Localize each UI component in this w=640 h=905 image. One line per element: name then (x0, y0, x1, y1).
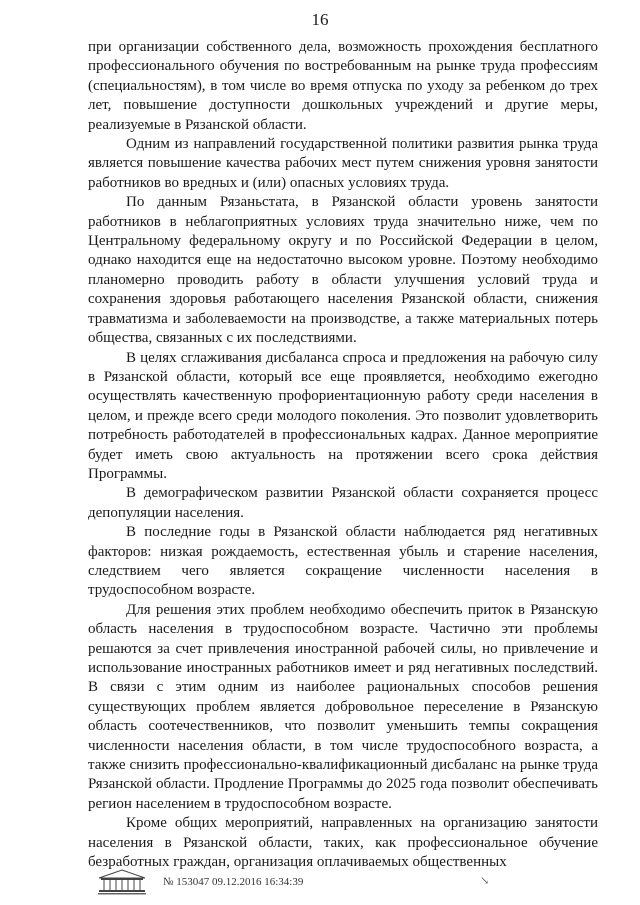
paragraph: при организации собственного дела, возможность прохождения бесплатного профессионального обучения по востребованным на рынке труда профессиям (специальностям), в том числе во время отпуска по уходу за ребенком до трех лет, повышение доступности дошкольных учреждений и другие меры, реализуемые в Рязанской области. (88, 39, 598, 133)
registration-stamp: № 153047 09.12.2016 16:34:39 (163, 876, 304, 888)
paragraph: Для решения этих проблем необходимо обеспечить приток в Рязанскую область населения в трудоспособном возрасте. Частично эти проблемы решаются за счет привлечения иностранной рабочей силы, но привлечение и использование иностранных работников имеет и ряд негативных последствий. В связи с этим одним из наиболее рациональных способов решения существующих проблем является добровольное переселение в Рязанскую область соотечественников, что позволит уменьшить темпы сокращения численности населения области, в том числе трудоспособного возраста, а также снизить профессионально-квалификационный дисбаланс на рынке труда Рязанской области. Продление Программы до 2025 года позволит обеспечивать регион населением в трудоспособном возрасте. (88, 601, 598, 812)
paragraph: Кроме общих мероприятий, направленных на организацию занятости населения в Рязанской области, таких, как профессиональное обучение безработных граждан, организация оплачиваемых общественных (88, 815, 598, 871)
paragraph: В последние годы в Рязанской области наблюдается ряд негативных факторов: низкая рождаемость, естественная убыль и старение населения, следствием чего является сокращение численности населения в трудоспособном возрасте. (88, 524, 598, 599)
government-building-icon (95, 868, 149, 896)
paragraph: В демографическом развитии Рязанской области сохраняется процесс депопуляции населения. (88, 485, 598, 521)
paragraph: Одним из направлений государственной политики развития рынка труда является повышение качества рабочих мест путем снижения уровня занятости работников во вредных и (или) опасных условиях труда. (88, 136, 598, 191)
scan-mark: ↘ (480, 875, 490, 887)
page-number: 16 (311, 10, 329, 29)
paragraph: В целях сглаживания дисбаланса спроса и предложения на рабочую силу в Рязанской области, который все еще проявляется, необходимо ежегодно осуществлять качественную профориентационную работу среди населения в целом, и прежде всего среди молодого поколения. Это позволит удовлетворить потребность работодателей в профессиональных кадрах. Данное мероприятие будет иметь свою актуальность на протяжении всего срока действия Программы. (88, 349, 598, 482)
paragraph: По данным Рязаньстата, в Рязанской области уровень занятости работников в неблагоприятных условиях труда значительно ниже, чем по Центральному федеральному округу и по Российской Федерации в целом, однако находится еще на недостаточно высоком уровне. Поэтому необходимо планомерно проводить работу в области улучшения условий труда и сохранения здоровья работающего населения Рязанской области, снижения травматизма и заболеваемости на производстве, а также материальных потерь общества, связанных с их последствиями. (88, 194, 598, 347)
document-footer (95, 868, 303, 896)
document-body (88, 38, 598, 872)
